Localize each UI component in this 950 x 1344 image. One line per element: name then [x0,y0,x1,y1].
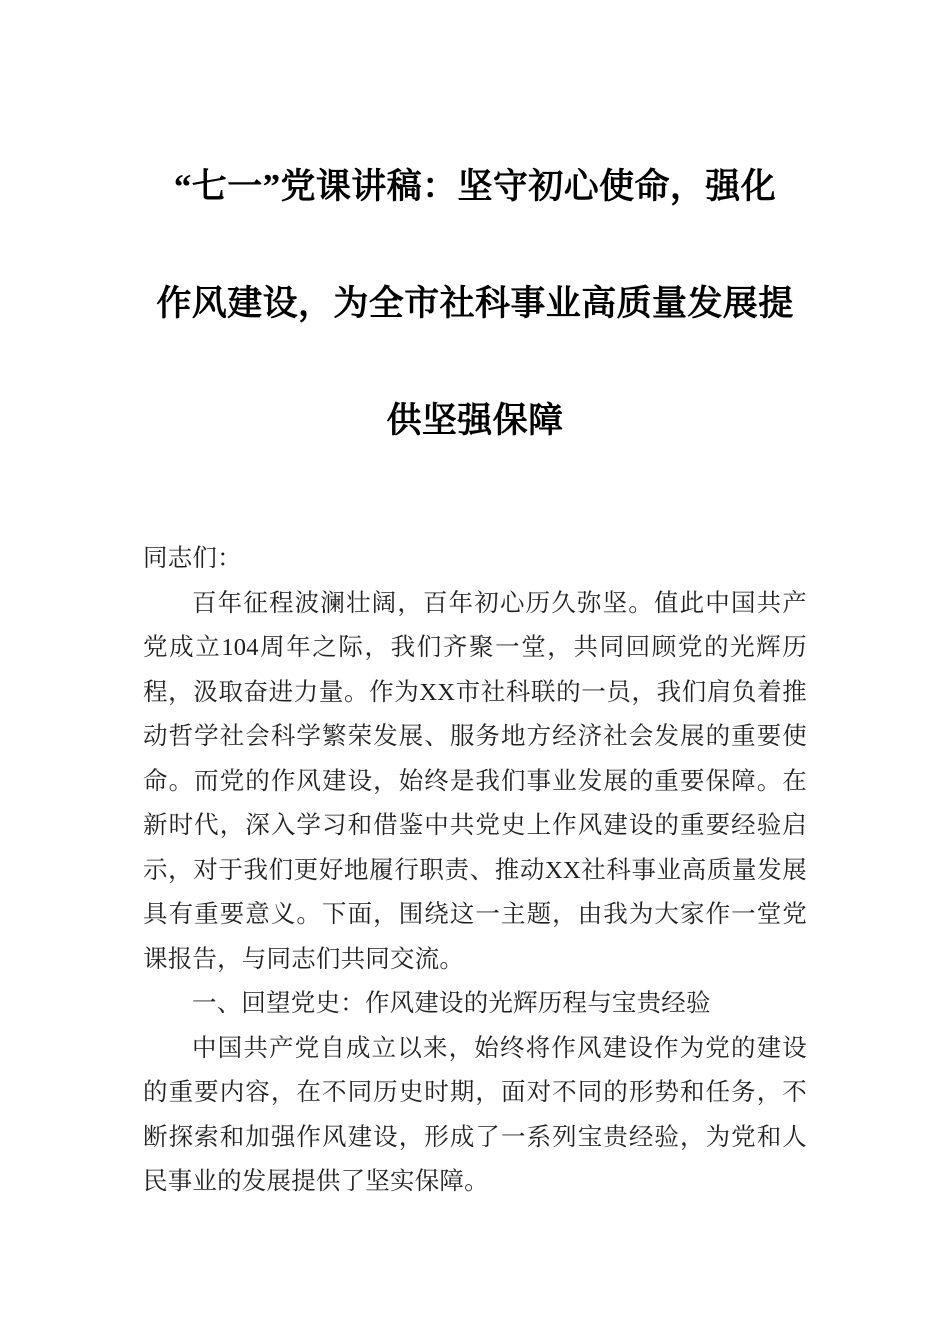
title-line-2: 作风建设，为全市社科事业高质量发展提 [156,284,794,323]
paragraph-section-1-1: 中国共产党自成立以来，始终将作风建设作为党的建设的重要内容，在不同历史时期，面对不同的形势和任务，不断探索和加强作风建设，形成了一系列宝贵经验，为党和人民事业的发展提供了坚实保障。 [143,1034,807,1195]
paragraph-intro: 百年征程波澜壮阔，百年初心历久弥坚。值此中国共产党成立104周年之际，我们齐聚一堂，共同回顾党的光辉历程，汲取奋进力量。作为XX市社科联的一员，我们肩负着推动哲学社会科学繁荣发展、服务地方经济社会发展的重要使命。而党的作风建设，始终是我们事业发展的重要保障。在新时代，深入学习和借鉴中共党史上作风建设的重要经验启示，对于我们更好地履行职责、推动XX社科事业高质量发展具有重要意义。下面，围绕这一主题，由我为大家作一堂党课报告，与同志们共同交流。 [143,589,807,973]
document-body [143,537,807,1205]
section-heading-1: 一、回望党史：作风建设的光辉历程与宝贵经验 [192,990,711,1017]
salutation: 同志们： [143,545,242,572]
page-content [143,0,807,1205]
title-line-3: 供坚强保障 [386,401,564,440]
title-line-1: “七一”党课讲稿：坚守初心使命，强化 [173,167,777,206]
document-title [143,0,807,479]
